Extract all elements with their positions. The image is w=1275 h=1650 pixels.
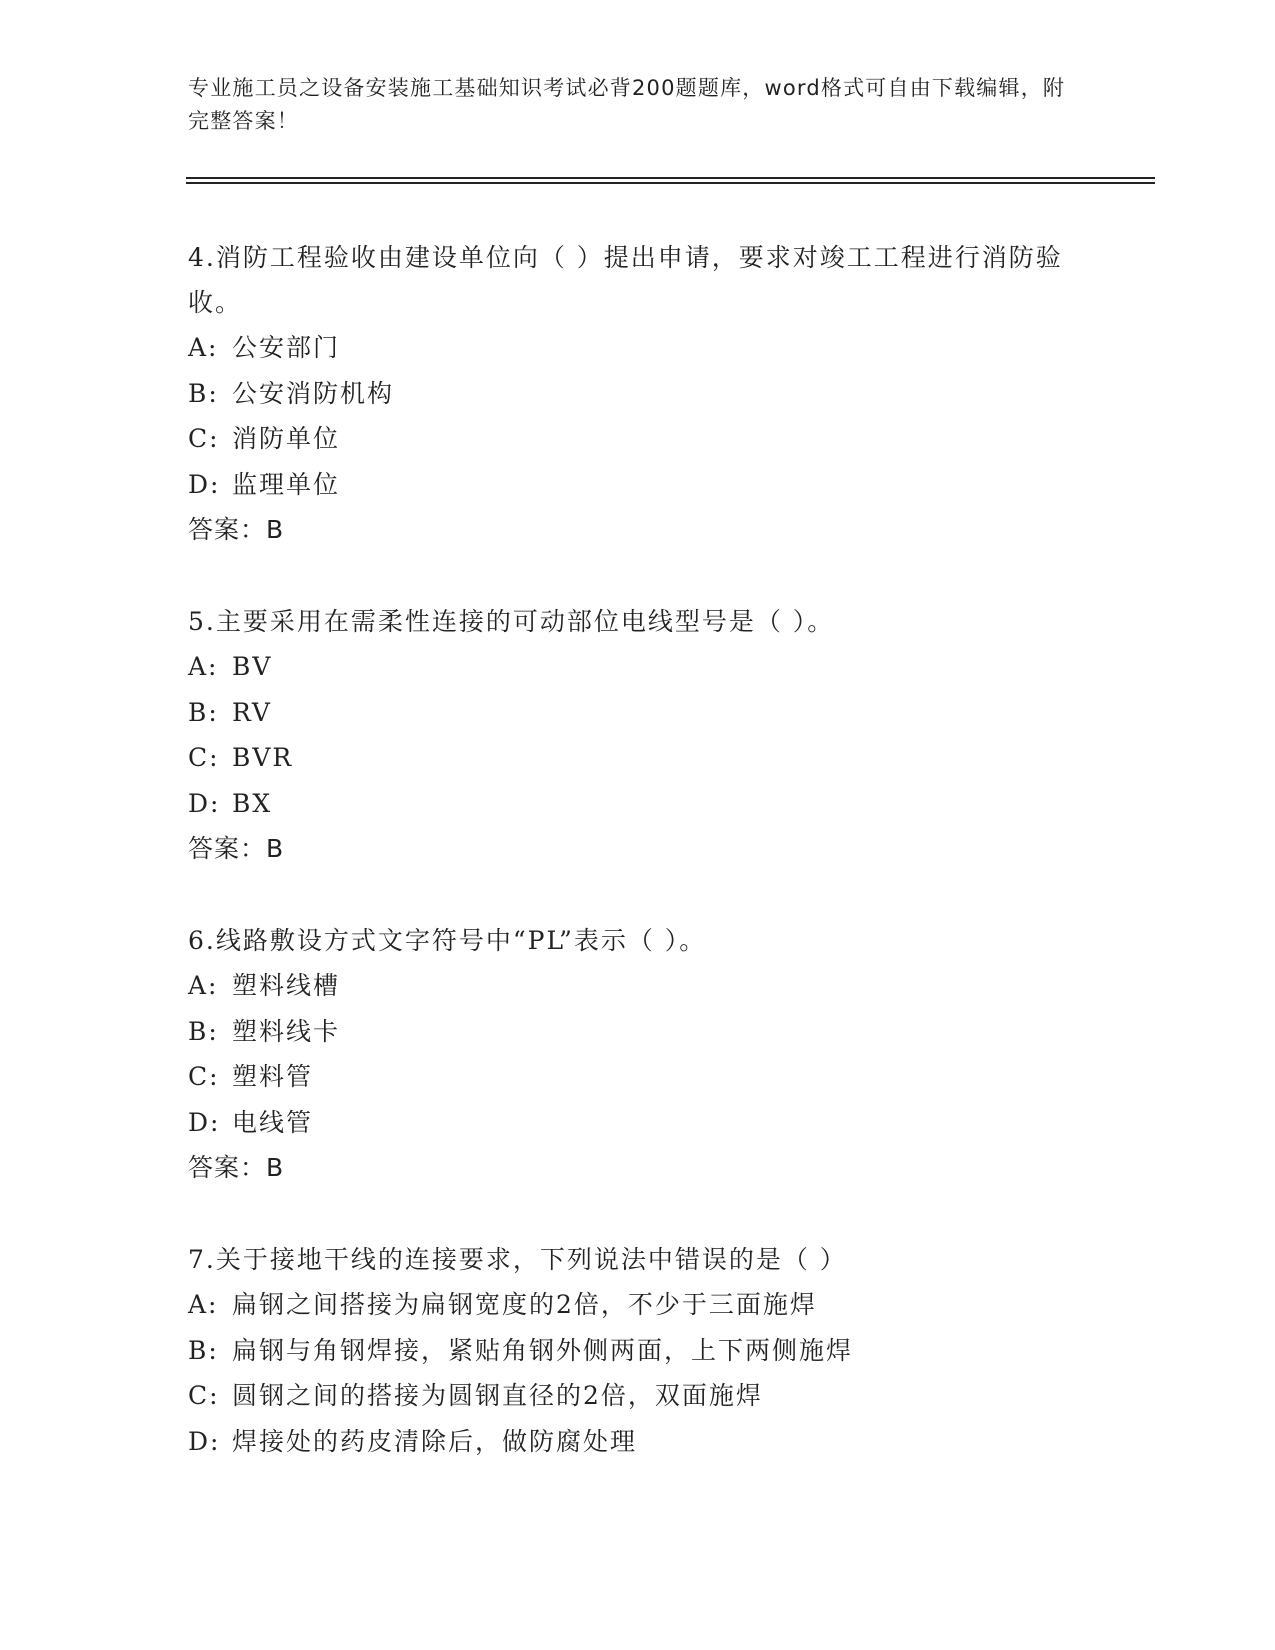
option-key: B: <box>188 697 219 727</box>
option-key: A: <box>188 652 219 681</box>
option-text: 电线管 <box>232 1107 314 1137</box>
option-a <box>188 644 1088 690</box>
option-c <box>188 1054 1088 1100</box>
option-text: 消防单位 <box>232 424 341 453</box>
option-key: A: <box>188 333 219 362</box>
question-text: 5.主要采用在需柔性连接的可动部位电线型号是（ ）。 <box>188 607 835 636</box>
question-text: 6.线路敷设方式文字符号中“PL”表示（ ）。 <box>188 926 707 955</box>
option-d <box>188 462 1088 508</box>
header-divider-top <box>186 177 1155 179</box>
option-text: BX <box>232 788 273 818</box>
option-text: 塑料线槽 <box>232 971 341 1000</box>
option-key: C: <box>188 1381 220 1410</box>
document-header: 专业施工员之设备安装施工基础知识考试必背200题题库，word格式可自由下载编辑，附完整答案！ <box>188 76 1066 133</box>
option-text: 公安消防机构 <box>232 378 395 408</box>
option-text: 公安部门 <box>232 333 341 362</box>
option-key: D: <box>188 1426 221 1456</box>
option-key: C: <box>188 1062 220 1091</box>
option-d <box>188 1419 1088 1465</box>
answer-line: 答案：B <box>188 834 285 863</box>
option-key: D: <box>188 1107 221 1137</box>
option-text: 塑料线卡 <box>232 1016 341 1046</box>
option-key: D: <box>188 788 221 818</box>
question-4 <box>188 235 1088 553</box>
option-c <box>188 1373 1088 1419</box>
option-key: A: <box>188 1290 219 1319</box>
question-6 <box>188 918 1088 1191</box>
option-text: 圆钢之间的搭接为圆钢直径的2倍，双面施焊 <box>232 1381 763 1410</box>
option-d <box>188 781 1088 827</box>
option-key: C: <box>188 743 220 772</box>
option-key: B: <box>188 378 219 408</box>
option-text: 扁钢之间搭接为扁钢宽度的2倍，不少于三面施焊 <box>232 1290 817 1319</box>
question-5 <box>188 599 1088 872</box>
header-divider-bottom <box>186 182 1155 184</box>
option-key: A: <box>188 971 219 1000</box>
option-text: 监理单位 <box>232 469 341 499</box>
option-key: B: <box>188 1335 219 1365</box>
option-text: RV <box>232 697 272 727</box>
answer-line: 答案：B <box>188 515 285 544</box>
option-c <box>188 735 1088 781</box>
option-a <box>188 963 1088 1009</box>
option-key: C: <box>188 424 220 453</box>
question-text: 7.关于接地干线的连接要求，下列说法中错误的是（ ） <box>188 1245 847 1274</box>
question-text: 4.消防工程验收由建设单位向（ ）提出申请，要求对竣工工程进行消防验收。 <box>188 243 1063 317</box>
option-key: B: <box>188 1016 219 1046</box>
option-b <box>188 690 1088 736</box>
option-a <box>188 1282 1088 1328</box>
option-text: 焊接处的药皮清除后，做防腐处理 <box>232 1426 638 1456</box>
option-c <box>188 416 1088 462</box>
option-text: 塑料管 <box>232 1062 314 1091</box>
option-a <box>188 325 1088 371</box>
option-d <box>188 1100 1088 1146</box>
option-b <box>188 1009 1088 1055</box>
option-b <box>188 1328 1088 1374</box>
question-7 <box>188 1237 1088 1464</box>
option-text: BVR <box>232 743 294 772</box>
option-b <box>188 371 1088 417</box>
option-text: 扁钢与角钢焊接，紧贴角钢外侧两面，上下两侧施焊 <box>232 1335 854 1365</box>
option-key: D: <box>188 469 221 499</box>
answer-line: 答案：B <box>188 1153 285 1182</box>
option-text: BV <box>232 652 273 681</box>
